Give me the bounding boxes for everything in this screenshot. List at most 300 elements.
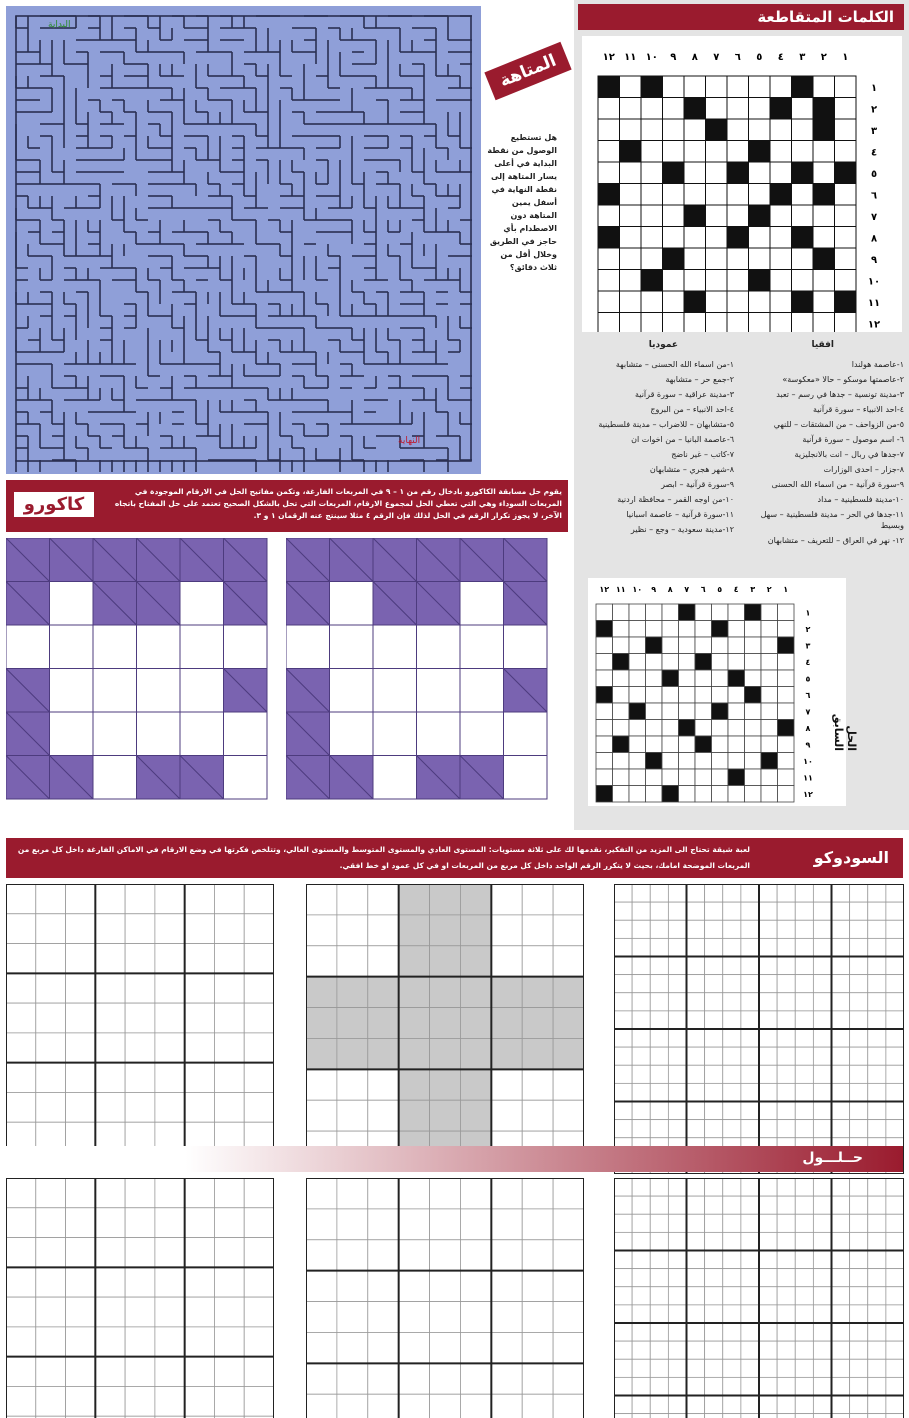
- grid-cell[interactable]: [832, 1011, 850, 1029]
- kakuro-cell[interactable]: [93, 625, 137, 669]
- grid-cell[interactable]: [759, 1120, 777, 1138]
- grid-cell[interactable]: [650, 902, 668, 920]
- grid-cell[interactable]: [6, 1357, 36, 1387]
- kakuro-cell[interactable]: [50, 712, 94, 756]
- grid-cell[interactable]: [95, 1178, 125, 1208]
- grid-cell[interactable]: [723, 1178, 741, 1196]
- grid-cell[interactable]: [632, 1287, 650, 1305]
- grid-cell[interactable]: [632, 1341, 650, 1359]
- grid-cell[interactable]: [813, 1305, 831, 1323]
- crossword-cell[interactable]: [598, 270, 620, 292]
- grid-cell[interactable]: [650, 1083, 668, 1101]
- grid-cell[interactable]: [813, 993, 831, 1011]
- grid-cell[interactable]: [886, 1120, 904, 1138]
- crossword-cell[interactable]: [598, 184, 620, 206]
- crossword-cell[interactable]: [770, 270, 792, 292]
- grid-cell[interactable]: [687, 1341, 705, 1359]
- grid-cell[interactable]: [614, 920, 632, 938]
- grid-cell[interactable]: [832, 1251, 850, 1269]
- grid-cell[interactable]: [886, 902, 904, 920]
- grid-cell[interactable]: [632, 1396, 650, 1414]
- grid-cell[interactable]: [777, 1196, 795, 1214]
- grid-cell[interactable]: [687, 1359, 705, 1377]
- grid-cell[interactable]: [813, 957, 831, 975]
- grid-cell[interactable]: [850, 1341, 868, 1359]
- grid-cell[interactable]: [632, 1414, 650, 1418]
- grid-cell[interactable]: [705, 1359, 723, 1377]
- grid-cell[interactable]: [832, 1214, 850, 1232]
- grid-cell[interactable]: [868, 1102, 886, 1120]
- kakuro-cell[interactable]: [373, 756, 417, 800]
- crossword-cell[interactable]: [749, 162, 771, 184]
- grid-cell[interactable]: [553, 1178, 584, 1209]
- grid-cell[interactable]: [813, 1120, 831, 1138]
- grid-cell[interactable]: [668, 1083, 686, 1101]
- grid-cell[interactable]: [244, 1267, 274, 1297]
- crossword-cell[interactable]: [813, 141, 835, 163]
- grid-cell[interactable]: [430, 1209, 461, 1240]
- kakuro-cell[interactable]: [93, 712, 137, 756]
- grid-cell[interactable]: [306, 1240, 337, 1271]
- grid-cell[interactable]: [850, 1251, 868, 1269]
- kakuro-cell[interactable]: [417, 625, 461, 669]
- grid-cell[interactable]: [795, 1029, 813, 1047]
- grid-cell[interactable]: [832, 1083, 850, 1101]
- grid-cell[interactable]: [741, 1065, 759, 1083]
- grid-cell[interactable]: [832, 1287, 850, 1305]
- grid-cell[interactable]: [832, 1178, 850, 1196]
- grid-cell[interactable]: [723, 1214, 741, 1232]
- grid-cell[interactable]: [214, 1327, 244, 1357]
- crossword-cell[interactable]: [641, 248, 663, 270]
- grid-cell[interactable]: [399, 1209, 430, 1240]
- grid-cell[interactable]: [337, 1394, 368, 1418]
- grid-cell[interactable]: [244, 914, 274, 944]
- grid-cell[interactable]: [522, 1178, 553, 1209]
- crossword-cell[interactable]: [749, 227, 771, 249]
- grid-cell[interactable]: [632, 920, 650, 938]
- grid-cell[interactable]: [66, 1357, 96, 1387]
- crossword-cell[interactable]: [684, 184, 706, 206]
- grid-cell[interactable]: [306, 1008, 337, 1039]
- grid-cell[interactable]: [522, 946, 553, 977]
- kakuro-cell[interactable]: [93, 756, 137, 800]
- grid-cell[interactable]: [668, 1396, 686, 1414]
- crossword-cell[interactable]: [620, 119, 642, 141]
- grid-cell[interactable]: [125, 1208, 155, 1238]
- crossword-cell[interactable]: [813, 76, 835, 98]
- grid-cell[interactable]: [886, 1196, 904, 1214]
- grid-cell[interactable]: [650, 1341, 668, 1359]
- grid-cell[interactable]: [214, 1003, 244, 1033]
- grid-cell[interactable]: [244, 1033, 274, 1063]
- grid-cell[interactable]: [632, 938, 650, 956]
- grid-cell[interactable]: [759, 938, 777, 956]
- grid-cell[interactable]: [650, 1359, 668, 1377]
- grid-cell[interactable]: [813, 1269, 831, 1287]
- crossword-cell[interactable]: [598, 291, 620, 313]
- grid-cell[interactable]: [705, 1396, 723, 1414]
- grid-cell[interactable]: [795, 1359, 813, 1377]
- grid-cell[interactable]: [614, 1120, 632, 1138]
- grid-cell[interactable]: [759, 1269, 777, 1287]
- grid-cell[interactable]: [185, 1033, 215, 1063]
- grid-cell[interactable]: [795, 1120, 813, 1138]
- grid-cell[interactable]: [214, 1208, 244, 1238]
- grid-cell[interactable]: [668, 1377, 686, 1395]
- grid-cell[interactable]: [125, 1063, 155, 1093]
- grid-cell[interactable]: [368, 1302, 399, 1333]
- grid-cell[interactable]: [813, 1232, 831, 1250]
- grid-cell[interactable]: [36, 944, 66, 974]
- grid-cell[interactable]: [795, 1232, 813, 1250]
- grid-cell[interactable]: [214, 973, 244, 1003]
- grid-cell[interactable]: [777, 1047, 795, 1065]
- crossword-cell[interactable]: [727, 227, 749, 249]
- grid-cell[interactable]: [614, 1323, 632, 1341]
- grid-cell[interactable]: [614, 1287, 632, 1305]
- grid-cell[interactable]: [795, 1065, 813, 1083]
- grid-cell[interactable]: [185, 1063, 215, 1093]
- grid-cell[interactable]: [777, 1269, 795, 1287]
- grid-cell[interactable]: [155, 1327, 185, 1357]
- grid-cell[interactable]: [66, 1178, 96, 1208]
- crossword-cell[interactable]: [727, 184, 749, 206]
- grid-cell[interactable]: [795, 938, 813, 956]
- grid-cell[interactable]: [850, 1269, 868, 1287]
- grid-cell[interactable]: [868, 1305, 886, 1323]
- grid-cell[interactable]: [723, 1341, 741, 1359]
- grid-cell[interactable]: [491, 1363, 522, 1394]
- grid-cell[interactable]: [741, 1323, 759, 1341]
- grid-cell[interactable]: [632, 1011, 650, 1029]
- kakuro-cell[interactable]: [373, 669, 417, 713]
- grid-cell[interactable]: [650, 1396, 668, 1414]
- grid-cell[interactable]: [66, 1208, 96, 1238]
- grid-cell[interactable]: [668, 1120, 686, 1138]
- grid-cell[interactable]: [460, 1100, 491, 1131]
- crossword-cell[interactable]: [706, 270, 728, 292]
- grid-cell[interactable]: [306, 1302, 337, 1333]
- grid-cell[interactable]: [632, 1305, 650, 1323]
- grid-cell[interactable]: [687, 1251, 705, 1269]
- grid-cell[interactable]: [795, 1214, 813, 1232]
- kakuro-cell[interactable]: [180, 582, 224, 626]
- crossword-cell[interactable]: [706, 291, 728, 313]
- crossword-cell[interactable]: [727, 76, 749, 98]
- grid-cell[interactable]: [337, 977, 368, 1008]
- grid-cell[interactable]: [36, 1208, 66, 1238]
- grid-cell[interactable]: [6, 914, 36, 944]
- grid-cell[interactable]: [632, 1196, 650, 1214]
- grid-cell[interactable]: [868, 1396, 886, 1414]
- crossword-cell[interactable]: [835, 98, 857, 120]
- grid-cell[interactable]: [723, 902, 741, 920]
- grid-cell[interactable]: [777, 1414, 795, 1418]
- grid-cell[interactable]: [813, 1377, 831, 1395]
- grid-cell[interactable]: [668, 1011, 686, 1029]
- grid-cell[interactable]: [337, 946, 368, 977]
- grid-cell[interactable]: [66, 1297, 96, 1327]
- grid-cell[interactable]: [813, 1323, 831, 1341]
- grid-cell[interactable]: [687, 1414, 705, 1418]
- grid-cell[interactable]: [741, 1414, 759, 1418]
- grid-cell[interactable]: [650, 1120, 668, 1138]
- grid-cell[interactable]: [813, 1178, 831, 1196]
- crossword-cell[interactable]: [706, 98, 728, 120]
- grid-cell[interactable]: [687, 1232, 705, 1250]
- grid-cell[interactable]: [813, 1414, 831, 1418]
- grid-cell[interactable]: [832, 1396, 850, 1414]
- grid-cell[interactable]: [491, 1302, 522, 1333]
- grid-cell[interactable]: [244, 1178, 274, 1208]
- grid-cell[interactable]: [886, 1047, 904, 1065]
- grid-cell[interactable]: [155, 1386, 185, 1416]
- grid-cell[interactable]: [777, 1029, 795, 1047]
- grid-cell[interactable]: [95, 1327, 125, 1357]
- grid-cell[interactable]: [886, 884, 904, 902]
- grid-cell[interactable]: [185, 1327, 215, 1357]
- grid-cell[interactable]: [705, 1232, 723, 1250]
- grid-cell[interactable]: [185, 1003, 215, 1033]
- crossword-cell[interactable]: [792, 291, 814, 313]
- grid-cell[interactable]: [430, 1069, 461, 1100]
- grid-cell[interactable]: [687, 1178, 705, 1196]
- crossword-cell[interactable]: [641, 291, 663, 313]
- grid-cell[interactable]: [155, 1267, 185, 1297]
- grid-cell[interactable]: [244, 1357, 274, 1387]
- grid-cell[interactable]: [460, 915, 491, 946]
- crossword-cell[interactable]: [813, 119, 835, 141]
- grid-cell[interactable]: [430, 946, 461, 977]
- kakuro-cell[interactable]: [504, 756, 548, 800]
- grid-cell[interactable]: [813, 1047, 831, 1065]
- grid-cell[interactable]: [337, 884, 368, 915]
- grid-cell[interactable]: [491, 1240, 522, 1271]
- grid-cell[interactable]: [632, 957, 650, 975]
- grid-cell[interactable]: [368, 1008, 399, 1039]
- grid-cell[interactable]: [705, 1120, 723, 1138]
- grid-cell[interactable]: [705, 938, 723, 956]
- grid-cell[interactable]: [813, 1359, 831, 1377]
- grid-cell[interactable]: [491, 1271, 522, 1302]
- kakuro-cell[interactable]: [224, 712, 268, 756]
- grid-cell[interactable]: [777, 1251, 795, 1269]
- crossword-cell[interactable]: [663, 98, 685, 120]
- crossword-cell[interactable]: [663, 141, 685, 163]
- kakuro-cell[interactable]: [6, 625, 50, 669]
- grid-cell[interactable]: [668, 1065, 686, 1083]
- crossword-cell[interactable]: [684, 141, 706, 163]
- grid-cell[interactable]: [868, 884, 886, 902]
- grid-cell[interactable]: [759, 1011, 777, 1029]
- crossword-cell[interactable]: [792, 162, 814, 184]
- crossword-cell[interactable]: [663, 291, 685, 313]
- grid-cell[interactable]: [522, 1008, 553, 1039]
- grid-cell[interactable]: [632, 1323, 650, 1341]
- grid-cell[interactable]: [368, 915, 399, 946]
- grid-cell[interactable]: [614, 1029, 632, 1047]
- grid-cell[interactable]: [522, 1302, 553, 1333]
- grid-cell[interactable]: [868, 1065, 886, 1083]
- crossword-cell[interactable]: [641, 98, 663, 120]
- crossword-cell[interactable]: [706, 162, 728, 184]
- grid-cell[interactable]: [430, 915, 461, 946]
- grid-cell[interactable]: [368, 1178, 399, 1209]
- grid-cell[interactable]: [553, 1069, 584, 1100]
- grid-cell[interactable]: [614, 1214, 632, 1232]
- grid-cell[interactable]: [759, 1287, 777, 1305]
- crossword-cell[interactable]: [620, 291, 642, 313]
- grid-cell[interactable]: [430, 1394, 461, 1418]
- grid-cell[interactable]: [491, 884, 522, 915]
- kakuro-cell[interactable]: [224, 625, 268, 669]
- grid-cell[interactable]: [430, 1100, 461, 1131]
- grid-cell[interactable]: [306, 1100, 337, 1131]
- grid-cell[interactable]: [553, 915, 584, 946]
- crossword-cell[interactable]: [792, 313, 814, 333]
- grid-cell[interactable]: [650, 957, 668, 975]
- grid-cell[interactable]: [368, 1363, 399, 1394]
- grid-cell[interactable]: [868, 1269, 886, 1287]
- grid-cell[interactable]: [759, 1323, 777, 1341]
- grid-cell[interactable]: [741, 1214, 759, 1232]
- grid-cell[interactable]: [460, 1240, 491, 1271]
- grid-cell[interactable]: [759, 993, 777, 1011]
- grid-cell[interactable]: [832, 1232, 850, 1250]
- grid-cell[interactable]: [491, 1332, 522, 1363]
- kakuro-cell[interactable]: [50, 669, 94, 713]
- grid-cell[interactable]: [337, 1038, 368, 1069]
- grid-cell[interactable]: [95, 1267, 125, 1297]
- crossword-cell[interactable]: [641, 119, 663, 141]
- grid-cell[interactable]: [723, 1232, 741, 1250]
- grid-cell[interactable]: [125, 1297, 155, 1327]
- grid-cell[interactable]: [777, 1323, 795, 1341]
- crossword-cell[interactable]: [727, 98, 749, 120]
- kakuro-cell[interactable]: [137, 669, 181, 713]
- grid-cell[interactable]: [795, 1341, 813, 1359]
- grid-cell[interactable]: [95, 973, 125, 1003]
- grid-cell[interactable]: [813, 920, 831, 938]
- grid-cell[interactable]: [813, 975, 831, 993]
- grid-cell[interactable]: [832, 975, 850, 993]
- grid-cell[interactable]: [813, 1341, 831, 1359]
- grid-cell[interactable]: [155, 914, 185, 944]
- grid-cell[interactable]: [668, 920, 686, 938]
- kakuro-cell[interactable]: [417, 669, 461, 713]
- grid-cell[interactable]: [668, 993, 686, 1011]
- grid-cell[interactable]: [614, 1196, 632, 1214]
- grid-cell[interactable]: [491, 977, 522, 1008]
- crossword-cell[interactable]: [598, 313, 620, 333]
- grid-cell[interactable]: [741, 1029, 759, 1047]
- grid-cell[interactable]: [460, 1069, 491, 1100]
- grid-cell[interactable]: [244, 1092, 274, 1122]
- kakuro-cell[interactable]: [93, 669, 137, 713]
- grid-cell[interactable]: [185, 1208, 215, 1238]
- kakuro-cell[interactable]: [330, 669, 374, 713]
- grid-cell[interactable]: [886, 920, 904, 938]
- grid-cell[interactable]: [66, 1238, 96, 1268]
- crossword-cell[interactable]: [749, 76, 771, 98]
- grid-cell[interactable]: [687, 993, 705, 1011]
- grid-cell[interactable]: [868, 975, 886, 993]
- grid-cell[interactable]: [795, 884, 813, 902]
- grid-cell[interactable]: [723, 975, 741, 993]
- grid-cell[interactable]: [95, 1063, 125, 1093]
- grid-cell[interactable]: [399, 1069, 430, 1100]
- grid-cell[interactable]: [868, 902, 886, 920]
- grid-cell[interactable]: [795, 1414, 813, 1418]
- grid-cell[interactable]: [185, 1267, 215, 1297]
- grid-cell[interactable]: [850, 1287, 868, 1305]
- grid-cell[interactable]: [795, 902, 813, 920]
- grid-cell[interactable]: [95, 914, 125, 944]
- grid-cell[interactable]: [777, 975, 795, 993]
- crossword-cell[interactable]: [792, 205, 814, 227]
- grid-cell[interactable]: [155, 1003, 185, 1033]
- grid-cell[interactable]: [553, 946, 584, 977]
- grid-cell[interactable]: [185, 1357, 215, 1387]
- grid-cell[interactable]: [491, 1008, 522, 1039]
- grid-cell[interactable]: [759, 1196, 777, 1214]
- grid-cell[interactable]: [668, 1305, 686, 1323]
- crossword-cell[interactable]: [641, 205, 663, 227]
- grid-cell[interactable]: [36, 1238, 66, 1268]
- crossword-cell[interactable]: [727, 291, 749, 313]
- grid-cell[interactable]: [759, 1029, 777, 1047]
- grid-cell[interactable]: [337, 1209, 368, 1240]
- grid-cell[interactable]: [886, 1323, 904, 1341]
- crossword-cell[interactable]: [684, 291, 706, 313]
- crossword-cell[interactable]: [792, 119, 814, 141]
- grid-cell[interactable]: [850, 1102, 868, 1120]
- grid-cell[interactable]: [36, 914, 66, 944]
- grid-cell[interactable]: [813, 902, 831, 920]
- grid-cell[interactable]: [850, 1214, 868, 1232]
- kakuro-cell[interactable]: [137, 625, 181, 669]
- grid-cell[interactable]: [650, 1305, 668, 1323]
- grid-cell[interactable]: [668, 1047, 686, 1065]
- grid-cell[interactable]: [687, 975, 705, 993]
- grid-cell[interactable]: [306, 1038, 337, 1069]
- kakuro-cell[interactable]: [460, 669, 504, 713]
- grid-cell[interactable]: [832, 902, 850, 920]
- crossword-cell[interactable]: [813, 227, 835, 249]
- crossword-cell[interactable]: [792, 141, 814, 163]
- grid-cell[interactable]: [886, 1232, 904, 1250]
- grid-cell[interactable]: [813, 938, 831, 956]
- grid-cell[interactable]: [759, 1305, 777, 1323]
- grid-cell[interactable]: [886, 1341, 904, 1359]
- crossword-cell[interactable]: [663, 205, 685, 227]
- grid-cell[interactable]: [813, 1011, 831, 1029]
- grid-cell[interactable]: [705, 884, 723, 902]
- grid-cell[interactable]: [553, 1038, 584, 1069]
- crossword-cell[interactable]: [770, 76, 792, 98]
- grid-cell[interactable]: [741, 1359, 759, 1377]
- crossword-cell[interactable]: [620, 98, 642, 120]
- grid-cell[interactable]: [741, 1083, 759, 1101]
- grid-cell[interactable]: [632, 1359, 650, 1377]
- grid-cell[interactable]: [759, 957, 777, 975]
- grid-cell[interactable]: [614, 1341, 632, 1359]
- grid-cell[interactable]: [705, 1047, 723, 1065]
- crossword-cell[interactable]: [598, 141, 620, 163]
- grid-cell[interactable]: [832, 1341, 850, 1359]
- grid-cell[interactable]: [185, 973, 215, 1003]
